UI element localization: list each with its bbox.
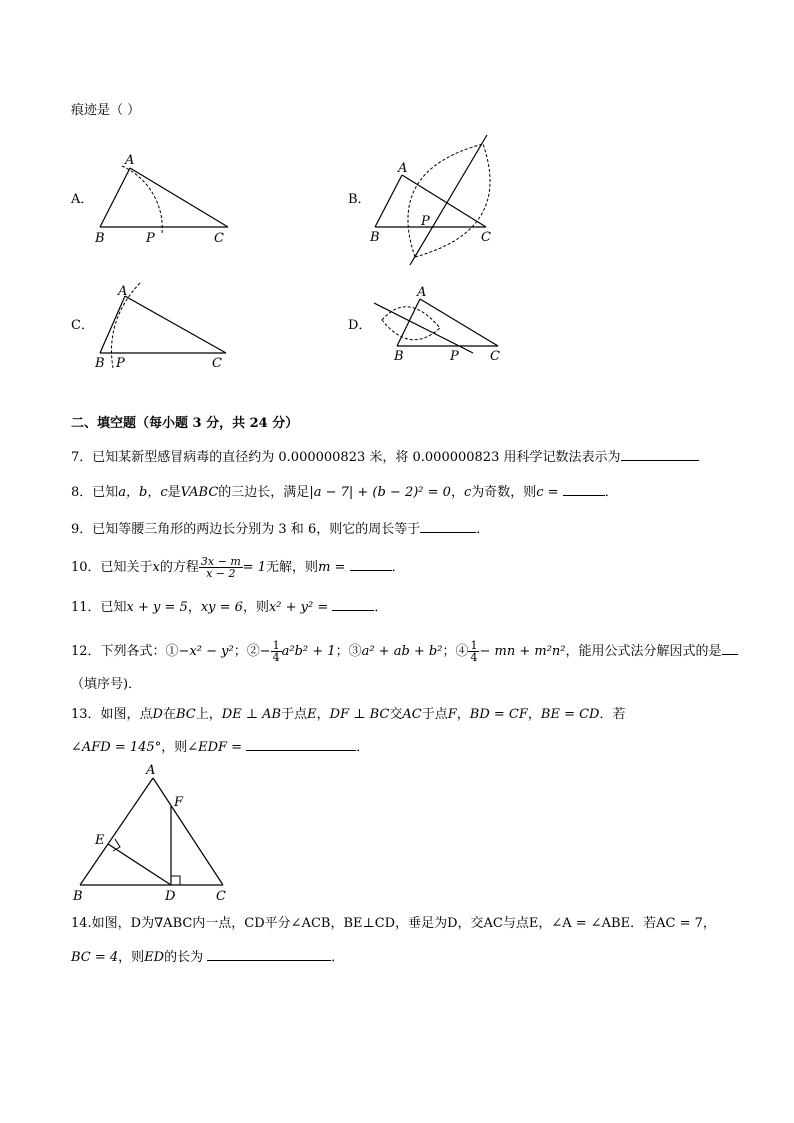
segment-ac [420,299,498,346]
arc-right [415,144,490,257]
question-13-line-2 [71,738,369,756]
segment-ac [153,778,223,885]
answer-blank-13[interactable] [246,738,356,751]
segment-ac [130,168,228,227]
q10-fraction [199,556,243,579]
fig13-point-d: D [165,889,176,904]
answer-blank-14[interactable] [207,948,331,961]
answer-blank-10[interactable] [350,558,392,571]
option-b-label[interactable]: B． [348,192,371,207]
q12-s2: ；② [233,644,260,659]
q12-line2: （填序号)． [71,677,142,692]
q13-AC: AC [402,707,422,722]
section-2-title: 二、填空题（每小题 3 分，共 24 分） [71,416,299,431]
point-b: B [95,231,105,245]
q12-d2: 4 [272,651,280,664]
q13-D: D [152,707,163,722]
point-c: C [212,356,222,371]
q12-fraction-2 [271,640,282,663]
point-c: C [214,231,224,245]
option-d-figure [370,280,510,365]
question-9-text: 9．已知等腰三角形的两边长分别为 3 和 6，则它的周长等于 [71,522,421,537]
option-d-label[interactable]: D． [348,318,372,333]
question-12 [71,640,738,663]
point-b: B [370,230,380,245]
q13-l2b: ，则 [161,740,188,755]
q13-l1a: 13．如图，点 [71,707,153,722]
point-p: P [146,231,155,245]
point-b: B [394,349,404,364]
q8-equation: |a − 7| + (b − 2)² = 0 [309,485,451,500]
q10-m-eq: m = [318,560,346,575]
q13-end: ． [356,740,370,755]
point-p: P [421,214,430,229]
segment-ab [80,778,153,885]
segment-de [108,844,171,885]
q8-mid2: 的三边长，满足 [218,485,310,500]
q12-e1: −x² − y² [178,644,234,659]
q10-eq: = 1 [242,560,267,575]
fig13-point-c: C [216,889,226,904]
q12-s3: ；③ [335,644,362,659]
question-7 [71,448,699,466]
q13-l1j: ．若 [599,707,626,722]
q13-l1d: 于点 [281,707,308,722]
fig13-point-e: E [95,833,105,848]
point-c: C [481,230,491,245]
q13-l1i: ， [527,707,541,722]
q12-e4: − mn + m²n² [479,644,566,659]
q14-l2a: BC = 4 [71,950,119,965]
point-a: A [417,285,427,300]
q13-l1f: 交 [389,707,403,722]
q12-end: ，能用公式法分解因式的是 [565,644,722,659]
q13-e3: BD = CF [469,707,528,722]
point-a: A [125,153,135,168]
q12-fraction-4 [468,640,479,663]
q11-sep: ， [187,600,201,615]
answer-blank-9[interactable] [420,520,476,533]
q13-l1b: 在 [162,707,176,722]
q8-mid: 是 [167,485,181,500]
fig13-point-a: A [146,763,156,778]
point-b: B [95,356,105,371]
arc-construction [122,166,162,234]
q12-pre: 12．下列各式：① [71,644,179,659]
q13-l1g: 于点 [421,707,448,722]
q10-mid: 的方程 [159,560,199,575]
q10-x: x [152,560,160,575]
q8-vars: a，b，c [118,485,168,500]
q9-end: ． [476,522,490,537]
q14-end: ． [331,950,345,965]
answer-blank-7[interactable] [621,448,699,461]
q13-BC: BC [176,707,196,722]
point-p: P [116,356,125,371]
q6-tail: 痕迹是（ ） [71,103,141,118]
answer-blank-11[interactable] [332,598,374,611]
q8-c: c [463,485,472,500]
q12-e2-minus: − [259,644,271,659]
question-8 [71,483,618,501]
q13-l1c: 上， [195,707,222,722]
segment-ab [397,299,420,346]
q8-pre: 8．已知 [71,485,119,500]
answer-blank-8[interactable] [563,483,605,496]
segment-ac [402,175,486,227]
q11-mid: ，则 [242,600,269,615]
segment-ab [100,168,130,227]
segment-ab [100,296,125,353]
q12-n2: 1 [272,639,280,652]
q10-end: ． [391,560,405,575]
right-angle-d [171,876,180,885]
q12-e2b: a²b² + 1 [281,644,336,659]
q11-e1: x + y = 5 [126,600,188,615]
answer-blank-12[interactable] [722,642,738,655]
q11-e2: xy = 6 [200,600,243,615]
segment-ab [375,175,402,227]
fig13-point-b: B [73,889,83,904]
q13-e4: BE = CD [540,707,600,722]
q14-l2b: ，则 [118,950,145,965]
q10-numerator: 3x − m [200,555,241,568]
point-a: A [118,284,128,299]
q11-end: ． [374,600,388,615]
q12-e3: a² + ab + b² [361,644,443,659]
q13-F: F [447,707,457,722]
q10-pre: 10．已知关于 [71,560,153,575]
q13-E: E [307,707,317,722]
q8-mid4: 为奇数，则 [471,485,537,500]
question-9 [71,520,489,538]
q12-n4: 1 [470,639,478,652]
q11-pre: 11．已知 [71,600,127,615]
option-b-figure [365,130,505,270]
right-angle-e [113,839,120,851]
q11-e3: x² + y² = [268,600,329,615]
q8-triangle: VABC [180,485,219,500]
point-c: C [490,349,500,364]
q8-c-eq: c = [536,485,559,500]
fig13-point-f: F [174,795,184,810]
question-14-line-1: 14.如图，D为∇ABC内一点，CD平分∠ACB，BE⊥CD，垂足为D，交AC与点E，∠A = ∠ABE．若AC = 7， [71,916,716,931]
option-c-figure [90,280,240,375]
option-a-figure [90,150,240,245]
perpendicular-bisector [410,135,487,265]
question-10 [71,556,405,579]
q8-end: ． [604,485,618,500]
q13-l2c: ∠EDF = [187,740,243,755]
q12-d4: 4 [470,651,478,664]
q14-l2c: ED [144,950,165,965]
q10-mid2: 无解，则 [266,560,319,575]
point-p: P [450,349,459,364]
q13-e1: DE ⊥ AB [221,707,282,722]
q14-l2d: 的长为 [164,950,204,965]
point-a: A [398,161,408,176]
question-14-line-2 [71,948,344,966]
question-11 [71,598,387,616]
question-13-line-1 [71,707,625,723]
q12-s4: ；④ [442,644,469,659]
q13-e2: DF ⊥ BC [329,707,390,722]
q13-l1e: ， [316,707,330,722]
option-c-label[interactable]: C． [71,318,94,333]
segment-ac [125,296,226,353]
question-7-text: 7．已知某新型感冒病毒的直径约为 0.000000823 米，将 0.000000823 用科学记数法表示为 [71,450,621,465]
question-13-figure [65,760,245,905]
q13-l1h: ， [456,707,470,722]
q13-l2a: ∠AFD = 145° [71,740,162,755]
q10-denominator: x − 2 [206,567,236,580]
option-a-label[interactable]: A． [71,192,94,207]
q8-mid3: ， [450,485,464,500]
